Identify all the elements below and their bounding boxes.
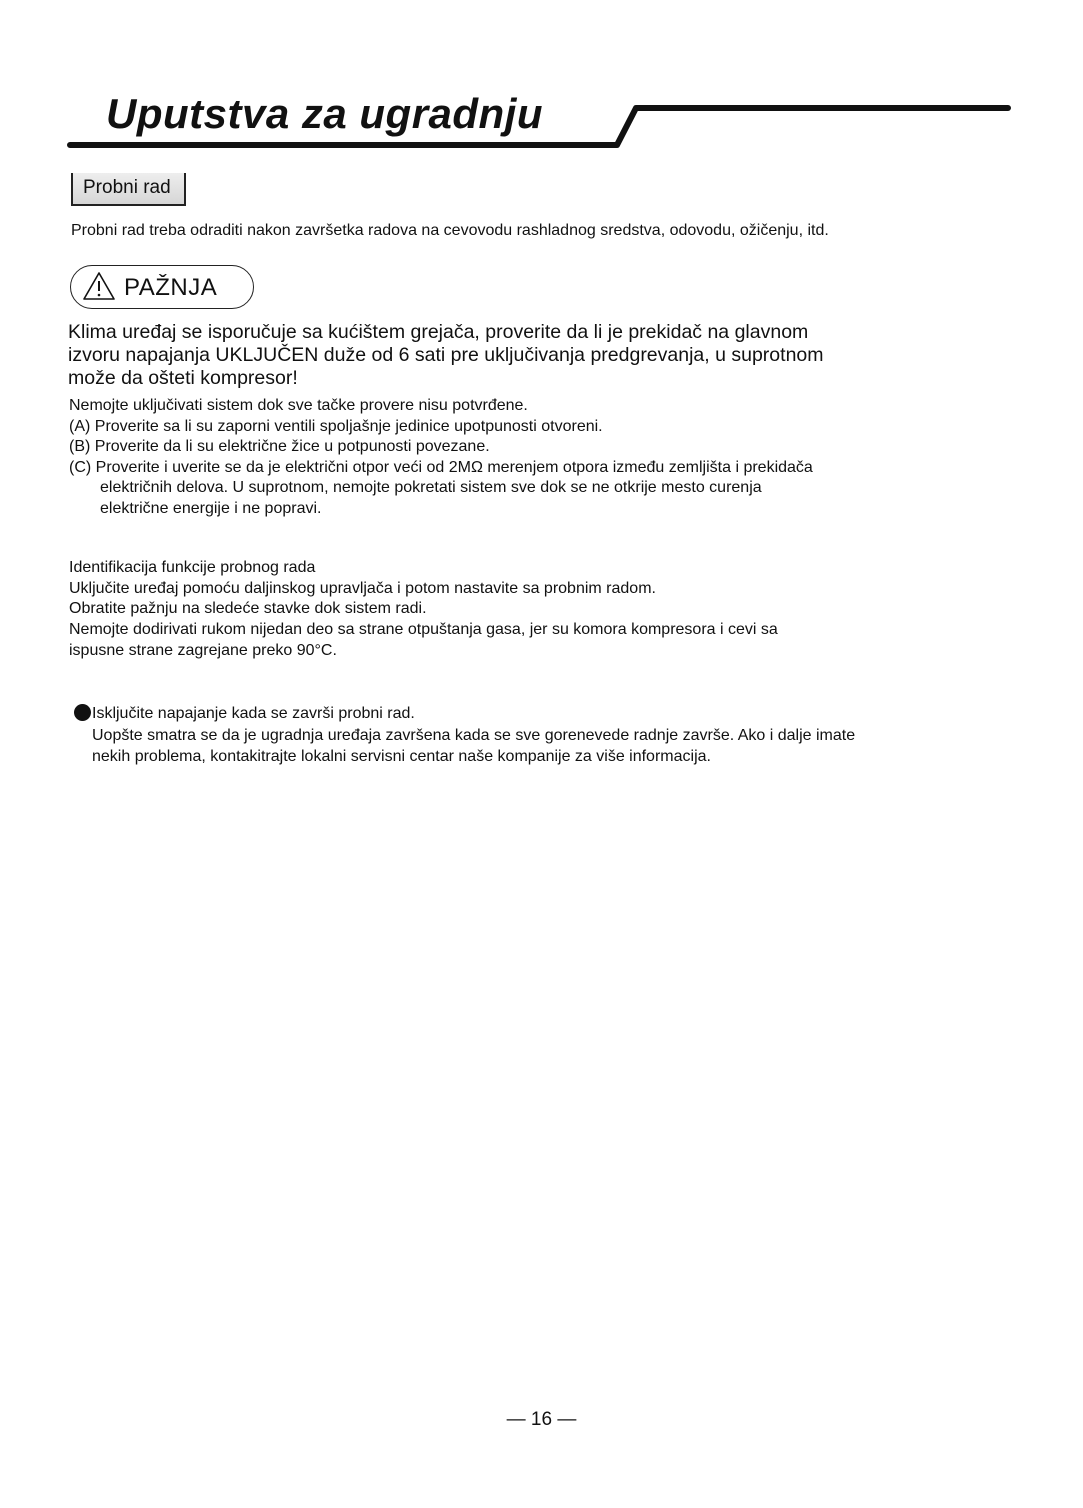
check-item-c: (C) Proverite i uverite se da je električni otpor veći od 2MΩ merenjem otpora između zemljišta i prekidača — [69, 458, 813, 476]
caution-line: izvoru napajanja UKLJUČEN duže od 6 sati pre uključivanja predgrevanja, u suprotnom — [68, 344, 824, 366]
final-note-line: nekih problema, kontakitrajte lokalni servisni centar naše kompanije za više informacija. — [92, 748, 711, 765]
caution-label: PAŽNJA — [124, 274, 218, 301]
final-note-line: Uopšte smatra se da je ugradnja uređaja završena kada se sve gorenevede radnje završe. Ako i dalje imate — [92, 726, 856, 744]
check-item-a: (A) Proverite sa li su zaporni ventili spoljašnje jedinice upotpunosti otvoreni. — [69, 417, 603, 435]
check-item-c-continued: električnih delova. U suprotnom, nemojte pokretati sistem sve dok se ne otkrije mesto curenja — [100, 479, 762, 496]
warning-triangle-icon — [82, 270, 116, 302]
check-lead: Nemojte uključivati sistem dok sve tačke provere nisu potvrđene. — [69, 397, 528, 414]
caution-line: Klima uređaj se isporučuje sa kućištem grejača, proverite da li je prekidač na glavnom — [68, 321, 809, 343]
intro-text: Probni rad treba odraditi nakon završetka radova na cevovodu rashladnog sredstva, odovodu, ožičenju, itd. — [71, 222, 829, 239]
bullet-icon — [74, 704, 91, 721]
function-test-line: Nemojte dodirivati rukom nijedan deo sa strane otpuštanja gasa, jer su komora kompresora i cevi sa — [69, 621, 778, 639]
final-note — [92, 703, 1072, 768]
function-test-line: ispusne strane zagrejane preko 90°C. — [69, 641, 337, 659]
check-list — [69, 396, 1059, 519]
caution-paragraph — [68, 321, 1058, 390]
page-number: — 16 — — [506, 1409, 577, 1430]
check-item-c-continued: električne energije i ne popravi. — [100, 499, 322, 517]
function-test-line: Uključite uređaj pomoću daljinskog upravljača i potom nastavite sa probnim radom. — [69, 579, 656, 597]
page-title: Uputstva za ugradnju — [106, 90, 544, 137]
function-test-line: Obratite pažnju na sledeće stavke dok sistem radi. — [69, 600, 427, 618]
check-item-b: (B) Proverite da li su električne žice u potpunosti povezane. — [69, 438, 490, 455]
function-test-heading: Identifikacija funkcije probnog rada — [69, 559, 316, 576]
caution-line: može da ošteti kompresor! — [68, 367, 298, 389]
final-note-heading: Isključite napajanje kada se završi probni rad. — [92, 705, 415, 722]
function-test-block — [69, 558, 1059, 662]
section-tab: Probni rad — [71, 173, 186, 206]
